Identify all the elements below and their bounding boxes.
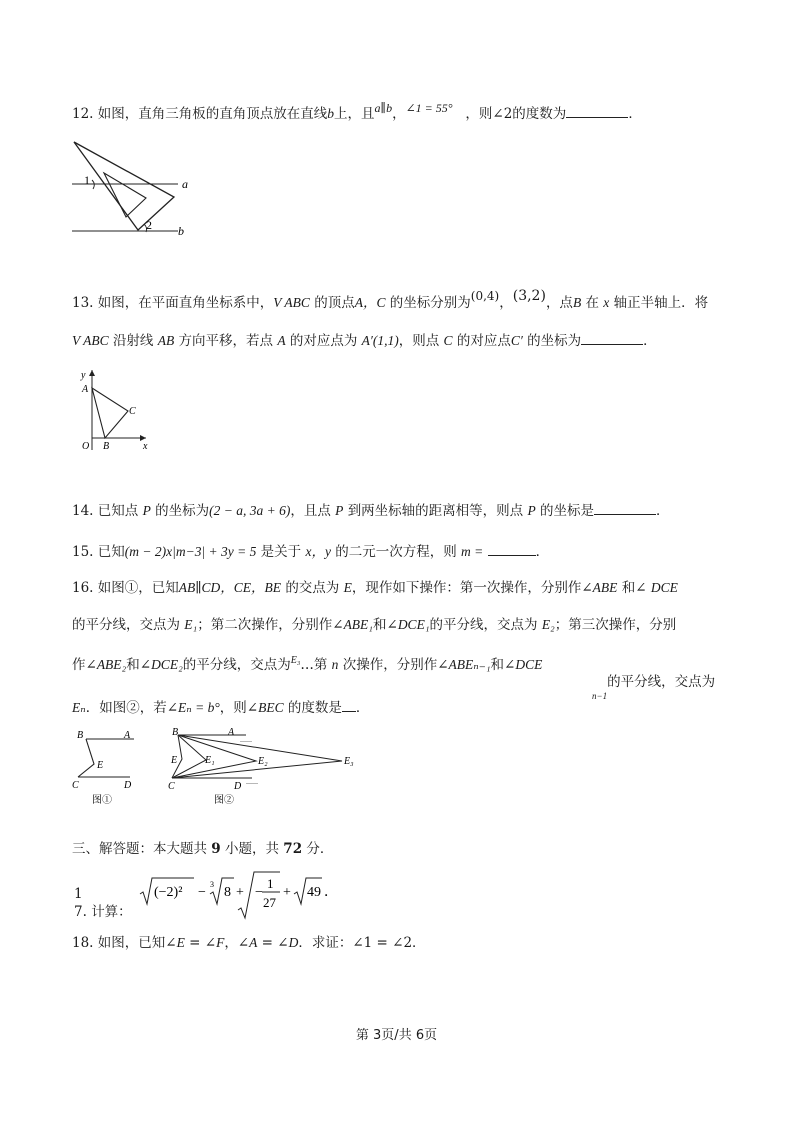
fig2-E: E bbox=[171, 755, 178, 766]
svg-text:1: 1 bbox=[267, 876, 274, 891]
angle-1-label: 1 bbox=[84, 173, 90, 187]
question-16-line1: 16. 如图①，已知AB∥CD，CE，BE 的交点为 E，现作如下操作：第一次操作，分别作∠ABE 和∠ DCE bbox=[72, 580, 678, 596]
point-C-label: C bbox=[129, 406, 136, 417]
fig2-caption: 图② bbox=[214, 795, 234, 806]
fig1-caption: 图① bbox=[92, 795, 112, 806]
question-13-line2: V ABC 沿射线 AB 方向平移，若点 A 的对应点为 A′(1,1)，则点 C 的对应点C′ 的坐标为 ． bbox=[72, 333, 657, 349]
svg-text:−: − bbox=[255, 885, 263, 900]
answer-blank-16 bbox=[342, 698, 356, 712]
svg-text:(−2)²: (−2)² bbox=[154, 885, 183, 900]
axis-y-label: y bbox=[81, 370, 86, 381]
answer-blank-12 bbox=[566, 104, 628, 118]
svg-text:......: ...... bbox=[240, 735, 252, 744]
coord-A: (0,4) bbox=[470, 289, 500, 303]
origin-label: O bbox=[82, 441, 90, 452]
answer-blank-13 bbox=[581, 331, 643, 345]
svg-text:．: ． bbox=[324, 885, 338, 900]
parallel-condition: a∥b bbox=[374, 101, 393, 115]
answer-blank-14 bbox=[594, 501, 656, 515]
fig2-E2: E₂ bbox=[258, 756, 268, 767]
coord-C: (3,2) bbox=[512, 288, 546, 304]
svg-text:8: 8 bbox=[224, 885, 231, 900]
svg-text:+: + bbox=[283, 885, 291, 900]
line-a-label: a bbox=[182, 177, 188, 191]
fig2-B: B bbox=[172, 727, 179, 738]
page-footer: 第 3页/共 6页 bbox=[355, 1028, 438, 1043]
fig2-C: C bbox=[168, 781, 175, 792]
question-16-line3b: $_{n-1}$的平分线，交点为 bbox=[592, 674, 716, 701]
fig2-A: A bbox=[228, 727, 235, 738]
svg-text:49: 49 bbox=[307, 885, 321, 900]
question-17-label: 7. 计算： bbox=[74, 904, 132, 920]
figure-q12-triangle-parallel-lines bbox=[70, 140, 210, 245]
question-16-line3: 作∠ABE₂和∠DCE₂的平分线，交点为$^{E_3}$…第 n 次操作，分别作∠ABEₙ₋₁和∠DCE bbox=[72, 655, 543, 673]
section-3-heading: 三、解答题：本大题共 9 小题，共 72 分． bbox=[72, 841, 334, 857]
question-12-text: 12. 如图，直角三角板的直角顶点放在直线b上，且a∥b，∠1 = 55° ，则∠2的度数为 ． bbox=[72, 101, 642, 122]
point-A-label: A bbox=[82, 384, 89, 395]
fig2-E3: E₃ bbox=[344, 756, 354, 767]
axis-x-label: x bbox=[143, 441, 148, 452]
point-B-label: B bbox=[103, 441, 110, 452]
fig2-D: D bbox=[234, 781, 242, 792]
question-17-number-top: 1 bbox=[74, 886, 83, 902]
angle-2-label: 2 bbox=[146, 218, 152, 232]
figure-q16-fig2 bbox=[168, 724, 368, 808]
figure-q16-fig1 bbox=[72, 726, 152, 806]
fig1-A: A bbox=[124, 730, 131, 741]
question-16-line4: Eₙ．如图②，若∠Eₙ = b°，则∠BEC 的度数是 ． bbox=[72, 700, 370, 716]
svg-text:−: − bbox=[198, 885, 206, 900]
answer-blank-15 bbox=[488, 542, 536, 556]
line-b-label: b bbox=[178, 224, 184, 238]
fig1-E: E bbox=[97, 760, 104, 771]
figure-q13-coordinate-triangle bbox=[72, 366, 182, 456]
equation: (m − 2)x|m−3| + 3y = 5 bbox=[124, 544, 257, 559]
svg-text:+: + bbox=[236, 885, 244, 900]
angle-condition: ∠1 = 55° bbox=[405, 101, 453, 115]
question-18-text: 18. 如图，已知∠E = ∠F，∠A = ∠D．求证：∠1 = ∠2． bbox=[72, 935, 426, 951]
fig1-D: D bbox=[124, 780, 132, 791]
question-17-expression bbox=[138, 872, 338, 922]
fig1-B: B bbox=[77, 730, 84, 741]
question-15-text: 15. 已知(m − 2)x|m−3| + 3y = 5 是关于 x，y 的二元一次方程，则 m = ． bbox=[72, 544, 550, 560]
svg-text:27: 27 bbox=[263, 895, 276, 910]
fig2-E1: E₁ bbox=[205, 755, 215, 766]
fig1-C: C bbox=[72, 780, 79, 791]
coord-P: (2 − a, 3a + 6) bbox=[209, 503, 291, 518]
question-16-line2: 的平分线，交点为 E₁；第二次操作，分别作∠ABE₁和∠DCE₁的平分线，交点为 E₂；第三次操作，分别 bbox=[72, 617, 677, 633]
svg-text:......: ...... bbox=[246, 777, 258, 786]
question-13-line1: 13. 如图，在平面直角坐标系中，V ABC 的顶点A，C 的坐标分别为(0,4)，(3,2)，点B 在 x 轴正半轴上．将 bbox=[72, 288, 709, 311]
svg-text:3: 3 bbox=[210, 880, 214, 889]
question-14-text: 14. 已知点 P 的坐标为(2 − a, 3a + 6)，且点 P 到两坐标轴的距离相等，则点 P 的坐标是 ． bbox=[72, 503, 670, 519]
